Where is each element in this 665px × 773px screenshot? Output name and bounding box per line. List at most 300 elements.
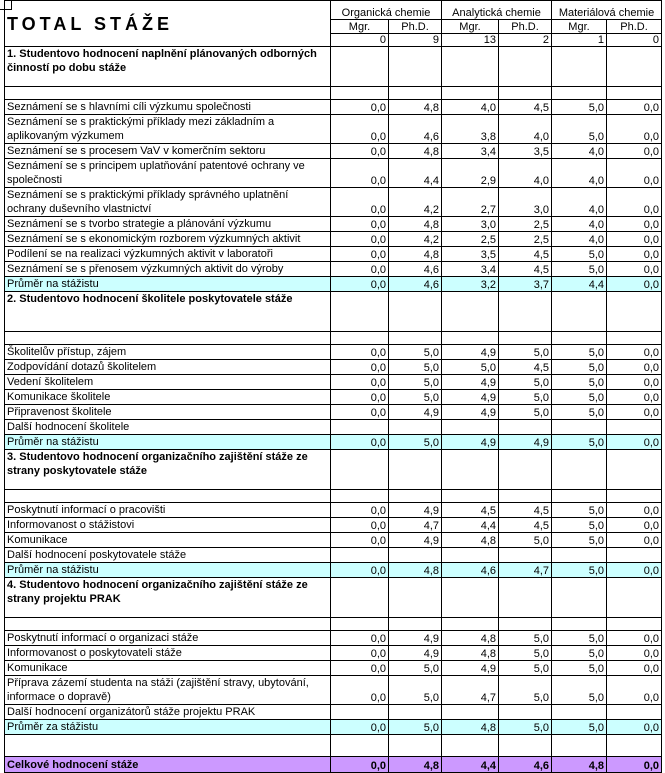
section-title: 4. Studentovo hodnocení organizačního zajištění stáže ze strany projektu PRAK: [5, 578, 331, 618]
criterion-label: Další hodnocení poskytovatele stáže: [5, 548, 331, 563]
empty-cell[interactable]: [607, 450, 662, 490]
score-cell[interactable]: [389, 420, 442, 435]
empty-cell[interactable]: [331, 87, 389, 100]
score-cell[interactable]: [331, 420, 389, 435]
score-cell[interactable]: 4,8: [442, 631, 499, 646]
score-cell[interactable]: [552, 420, 607, 435]
score-cell[interactable]: 4,7: [389, 518, 442, 533]
count-cell: 2: [499, 34, 552, 47]
section-title: 3. Studentovo hodnocení organizačního zajištění stáže ze strany poskytovatele stáže: [5, 450, 331, 490]
score-cell[interactable]: 5,0: [552, 631, 607, 646]
criterion-label: Seznámení se s praktickými příklady správného uplatnění ochrany duševního vlastnictví: [5, 188, 331, 217]
score-cell[interactable]: [607, 705, 662, 720]
table-row: [5, 405, 662, 420]
total-cell[interactable]: 0,0: [607, 757, 662, 773]
blank-row: [5, 735, 662, 757]
score-cell[interactable]: 0,0: [331, 159, 389, 188]
degree-header: Ph.D.: [499, 20, 552, 34]
score-cell[interactable]: [389, 705, 442, 720]
score-cell[interactable]: 2,5: [442, 232, 499, 247]
score-cell[interactable]: 4,0: [552, 144, 607, 159]
average-cell[interactable]: 0,0: [607, 435, 662, 450]
score-cell[interactable]: 5,0: [552, 375, 607, 390]
empty-cell[interactable]: [331, 292, 389, 332]
score-cell[interactable]: 0,0: [331, 217, 389, 232]
group-header-materials: Materiálová chemie: [552, 1, 662, 20]
table-row: [5, 100, 662, 115]
score-cell[interactable]: 0,0: [331, 100, 389, 115]
count-cell: 0: [607, 34, 662, 47]
score-cell[interactable]: 0,0: [607, 631, 662, 646]
average-cell[interactable]: 4,8: [389, 563, 442, 578]
score-cell[interactable]: 0,0: [607, 115, 662, 144]
score-cell[interactable]: 4,9: [442, 405, 499, 420]
table-row: [5, 247, 662, 262]
score-cell[interactable]: 0,0: [331, 262, 389, 277]
score-cell[interactable]: 0,0: [331, 345, 389, 360]
empty-cell[interactable]: [331, 578, 389, 618]
score-cell[interactable]: 4,0: [552, 232, 607, 247]
score-cell[interactable]: 3,0: [499, 188, 552, 217]
score-cell[interactable]: 0,0: [607, 232, 662, 247]
score-cell[interactable]: 5,0: [552, 646, 607, 661]
score-cell[interactable]: 4,5: [499, 247, 552, 262]
blank-row: [5, 490, 662, 503]
score-cell[interactable]: 0,0: [607, 375, 662, 390]
empty-cell[interactable]: [389, 47, 442, 87]
score-cell[interactable]: 0,0: [331, 676, 389, 705]
average-cell[interactable]: 5,0: [552, 563, 607, 578]
score-cell[interactable]: 0,0: [331, 360, 389, 375]
empty-cell[interactable]: [442, 87, 499, 100]
table-row: [5, 390, 662, 405]
empty-cell[interactable]: [552, 47, 607, 87]
score-cell[interactable]: 0,0: [607, 247, 662, 262]
score-cell[interactable]: [442, 420, 499, 435]
criterion-label: Další hodnocení školitele: [5, 420, 331, 435]
empty-cell[interactable]: [552, 332, 607, 345]
score-cell[interactable]: 0,0: [607, 159, 662, 188]
table-row: [5, 144, 662, 159]
score-cell[interactable]: [499, 548, 552, 563]
score-cell[interactable]: [552, 705, 607, 720]
score-cell[interactable]: 5,0: [552, 345, 607, 360]
score-cell[interactable]: 0,0: [607, 360, 662, 375]
header-row-groups: [5, 1, 662, 20]
degree-header: Ph.D.: [389, 20, 442, 34]
score-cell[interactable]: 3,0: [442, 217, 499, 232]
average-cell[interactable]: 5,0: [389, 435, 442, 450]
score-cell[interactable]: 0,0: [331, 115, 389, 144]
score-cell[interactable]: 4,0: [552, 188, 607, 217]
criterion-label: Další hodnocení organizátorů stáže projektu PRAK: [5, 705, 331, 720]
score-cell[interactable]: 0,0: [331, 188, 389, 217]
score-cell[interactable]: [442, 705, 499, 720]
score-cell[interactable]: 4,9: [442, 390, 499, 405]
score-cell[interactable]: 4,8: [389, 144, 442, 159]
criterion-label: Školitelův přístup, zájem: [5, 345, 331, 360]
score-cell[interactable]: 4,9: [442, 345, 499, 360]
average-cell[interactable]: 4,9: [442, 435, 499, 450]
score-cell[interactable]: 4,2: [389, 232, 442, 247]
score-cell[interactable]: [389, 548, 442, 563]
empty-cell[interactable]: [499, 450, 552, 490]
score-cell[interactable]: 4,4: [389, 159, 442, 188]
section-header-row: [5, 292, 662, 332]
empty-cell[interactable]: [552, 87, 607, 100]
average-cell[interactable]: 0,0: [607, 563, 662, 578]
score-cell[interactable]: 5,0: [552, 262, 607, 277]
score-cell[interactable]: 0,0: [331, 661, 389, 676]
score-cell[interactable]: 4,0: [442, 100, 499, 115]
score-cell[interactable]: 3,4: [442, 144, 499, 159]
score-cell[interactable]: 0,0: [331, 646, 389, 661]
score-cell[interactable]: 0,0: [607, 533, 662, 548]
criterion-label: Poskytnutí informací o pracovišti: [5, 503, 331, 518]
score-cell[interactable]: 4,0: [499, 159, 552, 188]
score-cell[interactable]: 5,0: [552, 661, 607, 676]
average-cell[interactable]: 0,0: [607, 277, 662, 292]
score-cell[interactable]: 0,0: [607, 503, 662, 518]
empty-cell[interactable]: [499, 735, 552, 757]
empty-cell[interactable]: [331, 47, 389, 87]
table-row: [5, 232, 662, 247]
empty-cell: [5, 735, 331, 757]
score-cell[interactable]: 5,0: [552, 533, 607, 548]
score-cell[interactable]: 0,0: [331, 405, 389, 420]
table-row: [5, 503, 662, 518]
average-cell[interactable]: 4,4: [552, 277, 607, 292]
score-cell[interactable]: 5,0: [552, 100, 607, 115]
score-cell[interactable]: 5,0: [552, 503, 607, 518]
average-row: [5, 277, 662, 292]
score-cell[interactable]: 0,0: [607, 217, 662, 232]
score-cell[interactable]: [331, 548, 389, 563]
score-cell[interactable]: 0,0: [331, 533, 389, 548]
blank-row: [5, 332, 662, 345]
empty-cell[interactable]: [552, 292, 607, 332]
empty-cell: [5, 490, 331, 503]
average-cell[interactable]: 0,0: [607, 720, 662, 735]
total-label: Celkové hodnocení stáže: [5, 757, 331, 773]
score-cell[interactable]: 0,0: [607, 646, 662, 661]
average-cell[interactable]: 5,0: [389, 720, 442, 735]
score-cell[interactable]: 0,0: [607, 390, 662, 405]
score-cell[interactable]: 0,0: [331, 518, 389, 533]
score-cell[interactable]: 2,9: [442, 159, 499, 188]
criterion-label: Seznámení se s hlavními cíli výzkumu společnosti: [5, 100, 331, 115]
average-cell[interactable]: 0,0: [331, 277, 389, 292]
section-title: 2. Studentovo hodnocení školitele poskytovatele stáže: [5, 292, 331, 332]
score-cell[interactable]: 5,0: [499, 390, 552, 405]
degree-header: Ph.D.: [607, 20, 662, 34]
score-cell[interactable]: 4,8: [389, 217, 442, 232]
empty-cell[interactable]: [552, 735, 607, 757]
score-cell[interactable]: 5,0: [499, 533, 552, 548]
empty-cell[interactable]: [389, 292, 442, 332]
total-cell[interactable]: 4,6: [499, 757, 552, 773]
empty-cell[interactable]: [442, 490, 499, 503]
score-cell[interactable]: 4,5: [499, 100, 552, 115]
score-cell[interactable]: 4,5: [499, 360, 552, 375]
average-cell[interactable]: 0,0: [331, 720, 389, 735]
section-header-row: [5, 47, 662, 87]
criterion-label: Poskytnutí informací o organizaci stáže: [5, 631, 331, 646]
empty-cell[interactable]: [499, 47, 552, 87]
score-cell[interactable]: 5,0: [499, 661, 552, 676]
empty-cell[interactable]: [607, 47, 662, 87]
score-cell[interactable]: 5,0: [499, 646, 552, 661]
score-cell[interactable]: 5,0: [552, 390, 607, 405]
score-cell[interactable]: 2,5: [499, 232, 552, 247]
score-cell[interactable]: 3,4: [442, 262, 499, 277]
average-cell[interactable]: 5,0: [552, 435, 607, 450]
empty-cell[interactable]: [552, 490, 607, 503]
count-cell: 0: [331, 34, 389, 47]
score-cell[interactable]: 4,9: [389, 405, 442, 420]
average-row: [5, 435, 662, 450]
score-cell[interactable]: [499, 705, 552, 720]
score-cell[interactable]: 5,0: [389, 390, 442, 405]
score-cell[interactable]: 2,5: [499, 217, 552, 232]
score-cell[interactable]: 3,8: [442, 115, 499, 144]
score-cell[interactable]: 0,0: [331, 503, 389, 518]
sheet-title: TOTAL STÁŽE: [5, 1, 331, 47]
empty-cell[interactable]: [499, 292, 552, 332]
total-cell[interactable]: 4,8: [389, 757, 442, 773]
score-cell[interactable]: 4,5: [499, 503, 552, 518]
score-cell[interactable]: [607, 420, 662, 435]
score-cell[interactable]: 0,0: [331, 631, 389, 646]
criterion-label: Zodpovídání dotazů školitelem: [5, 360, 331, 375]
table-row: [5, 631, 662, 646]
score-cell[interactable]: 4,9: [389, 646, 442, 661]
empty-cell[interactable]: [389, 332, 442, 345]
empty-cell[interactable]: [552, 618, 607, 631]
table-row: [5, 345, 662, 360]
empty-cell[interactable]: [442, 332, 499, 345]
score-cell[interactable]: 4,7: [442, 676, 499, 705]
average-cell[interactable]: 3,7: [499, 277, 552, 292]
score-cell[interactable]: 5,0: [552, 115, 607, 144]
score-cell[interactable]: 4,8: [442, 533, 499, 548]
score-cell[interactable]: 0,0: [607, 188, 662, 217]
score-cell[interactable]: 4,9: [389, 631, 442, 646]
score-cell[interactable]: 4,0: [552, 217, 607, 232]
score-cell[interactable]: 2,7: [442, 188, 499, 217]
average-label: Průměr na stážistu: [5, 277, 331, 292]
score-cell[interactable]: 5,0: [552, 405, 607, 420]
score-cell[interactable]: 0,0: [331, 390, 389, 405]
score-cell[interactable]: 4,9: [389, 533, 442, 548]
empty-cell[interactable]: [442, 292, 499, 332]
table-row: [5, 115, 662, 144]
criterion-label: Příprava zázemí studenta na stáži (zajištění stravy, ubytování, informace o dopravě): [5, 676, 331, 705]
empty-cell[interactable]: [607, 292, 662, 332]
score-cell[interactable]: 4,6: [389, 115, 442, 144]
criterion-label: Seznámení se s tvorbo strategie a plánování výzkumu: [5, 217, 331, 232]
score-cell[interactable]: 0,0: [607, 661, 662, 676]
score-cell[interactable]: 5,0: [552, 247, 607, 262]
average-label: Průměr na stážistu: [5, 435, 331, 450]
empty-cell[interactable]: [442, 735, 499, 757]
average-cell[interactable]: 5,0: [499, 720, 552, 735]
score-cell[interactable]: 4,8: [389, 247, 442, 262]
degree-header: Mgr.: [552, 20, 607, 34]
score-cell[interactable]: 5,0: [552, 676, 607, 705]
score-cell[interactable]: [331, 705, 389, 720]
score-cell[interactable]: 0,0: [607, 676, 662, 705]
criterion-label: Seznámení se s principem uplatňování patentové ochrany ve společnosti: [5, 159, 331, 188]
empty-cell[interactable]: [389, 87, 442, 100]
empty-cell[interactable]: [389, 618, 442, 631]
score-cell[interactable]: 0,0: [607, 405, 662, 420]
score-cell[interactable]: 5,0: [499, 375, 552, 390]
score-cell[interactable]: 3,5: [499, 144, 552, 159]
criterion-label: Seznámení se s přenosem výzkumných aktivit do výroby: [5, 262, 331, 277]
score-cell[interactable]: 5,0: [389, 375, 442, 390]
degree-header: Mgr.: [442, 20, 499, 34]
criterion-label: Podílení se na realizaci výzkumných aktivit v laboratoři: [5, 247, 331, 262]
score-cell[interactable]: 5,0: [389, 345, 442, 360]
score-cell[interactable]: 4,9: [442, 375, 499, 390]
table-row: [5, 518, 662, 533]
total-cell[interactable]: 0,0: [331, 757, 389, 773]
group-header-organic: Organická chemie: [331, 1, 442, 20]
score-cell[interactable]: 4,2: [389, 188, 442, 217]
score-cell[interactable]: 5,0: [389, 676, 442, 705]
average-cell[interactable]: 4,6: [442, 563, 499, 578]
empty-cell[interactable]: [331, 332, 389, 345]
average-row: [5, 563, 662, 578]
total-cell[interactable]: 4,4: [442, 757, 499, 773]
average-label: Průměr na stážistu: [5, 563, 331, 578]
score-cell[interactable]: 0,0: [607, 100, 662, 115]
empty-cell[interactable]: [552, 450, 607, 490]
empty-cell[interactable]: [389, 450, 442, 490]
score-cell[interactable]: 4,8: [442, 646, 499, 661]
average-label: Průměr za stážistu: [5, 720, 331, 735]
evaluation-table: [4, 0, 662, 773]
score-cell[interactable]: 5,0: [499, 345, 552, 360]
criterion-label: Informovanost o poskytovateli stáže: [5, 646, 331, 661]
empty-cell[interactable]: [499, 332, 552, 345]
table-row: [5, 360, 662, 375]
section-header-row: [5, 450, 662, 490]
criterion-label: Seznámení se s ekonomickým rozborem výzkumných aktivit: [5, 232, 331, 247]
score-cell[interactable]: [552, 548, 607, 563]
score-cell[interactable]: 5,0: [499, 405, 552, 420]
score-cell[interactable]: [607, 548, 662, 563]
empty-cell[interactable]: [389, 735, 442, 757]
score-cell[interactable]: 0,0: [607, 144, 662, 159]
empty-cell[interactable]: [607, 578, 662, 618]
score-cell[interactable]: 4,6: [389, 262, 442, 277]
score-cell[interactable]: 4,5: [499, 262, 552, 277]
score-cell[interactable]: 5,0: [552, 518, 607, 533]
score-cell[interactable]: 0,0: [331, 144, 389, 159]
average-cell[interactable]: 0,0: [331, 563, 389, 578]
average-cell[interactable]: 4,8: [442, 720, 499, 735]
score-cell[interactable]: 4,0: [552, 159, 607, 188]
empty-cell[interactable]: [552, 578, 607, 618]
score-cell[interactable]: 5,0: [442, 360, 499, 375]
empty-cell[interactable]: [499, 618, 552, 631]
score-cell[interactable]: 0,0: [331, 247, 389, 262]
table-row: [5, 705, 662, 720]
criterion-label: Komunikace školitele: [5, 390, 331, 405]
average-cell[interactable]: 4,6: [389, 277, 442, 292]
score-cell[interactable]: 3,5: [442, 247, 499, 262]
score-cell[interactable]: 4,5: [499, 518, 552, 533]
table-row: [5, 646, 662, 661]
empty-cell[interactable]: [499, 87, 552, 100]
criterion-label: Komunikace: [5, 533, 331, 548]
score-cell[interactable]: 4,9: [442, 661, 499, 676]
score-cell[interactable]: [442, 548, 499, 563]
total-row: [5, 757, 662, 773]
score-cell[interactable]: 4,0: [499, 115, 552, 144]
empty-cell[interactable]: [389, 490, 442, 503]
criterion-label: Informovanost o stážistovi: [5, 518, 331, 533]
average-cell[interactable]: 0,0: [331, 435, 389, 450]
empty-cell[interactable]: [442, 47, 499, 87]
empty-cell[interactable]: [442, 618, 499, 631]
empty-cell[interactable]: [607, 87, 662, 100]
score-cell[interactable]: 0,0: [607, 518, 662, 533]
empty-cell[interactable]: [331, 490, 389, 503]
average-cell[interactable]: 3,2: [442, 277, 499, 292]
total-cell[interactable]: 4,8: [552, 757, 607, 773]
average-cell[interactable]: 4,9: [499, 435, 552, 450]
blank-row: [5, 87, 662, 100]
empty-cell[interactable]: [331, 618, 389, 631]
empty-cell[interactable]: [607, 735, 662, 757]
empty-cell[interactable]: [442, 578, 499, 618]
empty-cell[interactable]: [389, 578, 442, 618]
score-cell[interactable]: 5,0: [389, 661, 442, 676]
average-row: [5, 720, 662, 735]
empty-cell[interactable]: [607, 618, 662, 631]
score-cell[interactable]: [499, 420, 552, 435]
score-cell[interactable]: 5,0: [499, 676, 552, 705]
empty-cell[interactable]: [442, 450, 499, 490]
criterion-label: Seznámení se s praktickými příklady mezi základním a aplikovaným výzkumem: [5, 115, 331, 144]
table-row: [5, 217, 662, 232]
score-cell[interactable]: 5,0: [552, 360, 607, 375]
score-cell[interactable]: 0,0: [607, 345, 662, 360]
average-cell[interactable]: 4,7: [499, 563, 552, 578]
empty-cell[interactable]: [499, 578, 552, 618]
score-cell[interactable]: 0,0: [607, 262, 662, 277]
empty-cell[interactable]: [499, 490, 552, 503]
empty-cell[interactable]: [331, 450, 389, 490]
score-cell[interactable]: 5,0: [389, 360, 442, 375]
score-cell[interactable]: 4,4: [442, 518, 499, 533]
average-cell[interactable]: 5,0: [552, 720, 607, 735]
score-cell[interactable]: 0,0: [331, 232, 389, 247]
empty-cell[interactable]: [607, 490, 662, 503]
score-cell[interactable]: 0,0: [331, 375, 389, 390]
empty-cell[interactable]: [607, 332, 662, 345]
score-cell[interactable]: 4,5: [442, 503, 499, 518]
score-cell[interactable]: 4,9: [389, 503, 442, 518]
empty-cell[interactable]: [331, 735, 389, 757]
score-cell[interactable]: 5,0: [499, 631, 552, 646]
empty-cell: [5, 87, 331, 100]
score-cell[interactable]: 4,8: [389, 100, 442, 115]
criterion-label: Připravenost školitele: [5, 405, 331, 420]
